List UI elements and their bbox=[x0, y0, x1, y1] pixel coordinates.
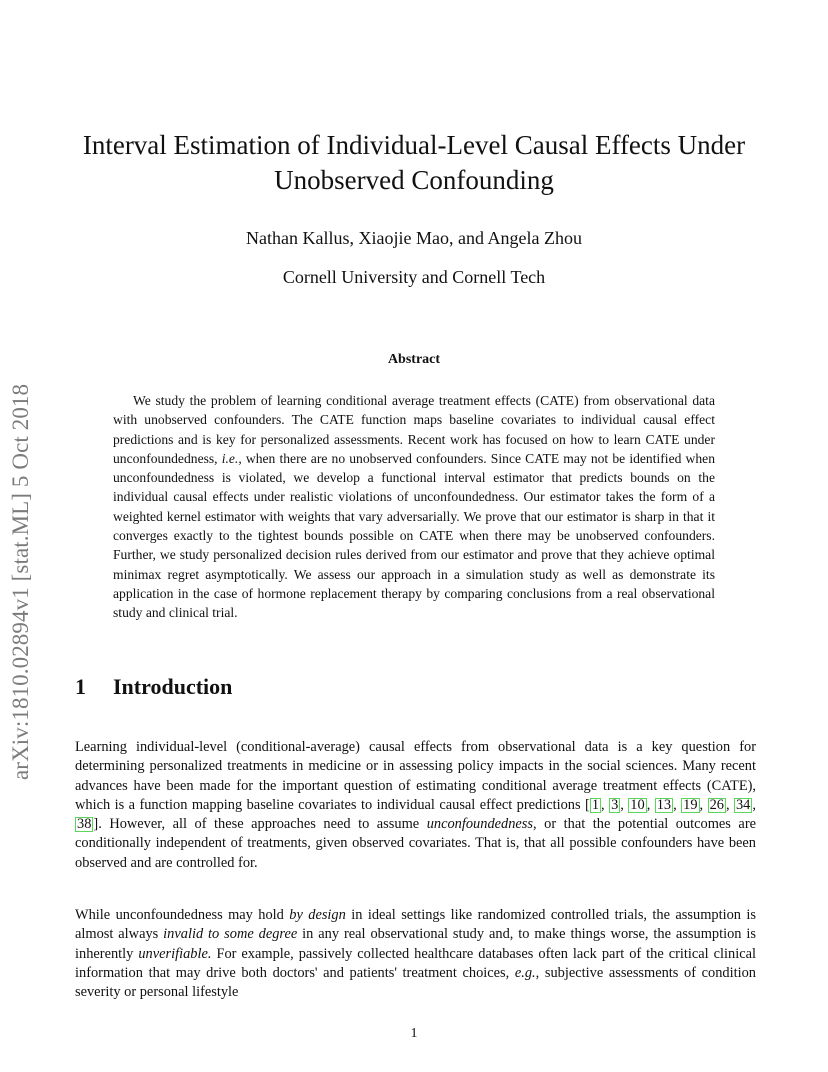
p1-text-3: , or that the potential outcomes are conditionally independent of treatments, given observed covariates. That is, that all possible confounders have been observed and are controlled for. bbox=[75, 816, 756, 871]
citation-link[interactable]: 19 bbox=[683, 796, 698, 813]
citation-link[interactable]: 26 bbox=[709, 796, 724, 813]
arxiv-identifier-stamp: arXiv:1810.02894v1 [stat.ML] 5 Oct 2018 bbox=[8, 383, 33, 780]
citation-link[interactable]: 13 bbox=[656, 796, 672, 813]
section-number: 1 bbox=[75, 674, 86, 699]
section-heading-introduction bbox=[75, 674, 475, 700]
p2-text-5: , subjective assessments of condition severity or personal lifestyle bbox=[75, 964, 756, 1001]
p2-text-2: in ideal settings like randomized controlled trials, the assumption is almost always bbox=[75, 907, 756, 943]
citation-link[interactable]: 1 bbox=[591, 796, 600, 813]
p2-text-1: While unconfoundedness may hold bbox=[75, 907, 290, 923]
citation-link[interactable]: 10 bbox=[630, 796, 645, 813]
citation-link[interactable]: 34 bbox=[735, 796, 751, 813]
paper-title bbox=[60, 128, 768, 198]
p1-text-2: . However, all of these approaches need to assume bbox=[98, 816, 427, 833]
intro-paragraph-2 bbox=[75, 906, 756, 1002]
citation-link[interactable]: 38 bbox=[77, 816, 92, 833]
intro-paragraph-1: Learning individual-level (conditional-average) causal effects from observational data is a key question for determining personalized treatments in medicine or in assessing policy impacts in the social sciences. Many recent advances have been made for the important question of estimating conditional average treatment effects (CATE), which is a function mapping baseline covariates to individual causal effect predictions [ 1 , 3 , 10 , 13 , 19 , 26 , 34 , 38 ]. However, all of these approaches need to assume unconfoundedness, or that the potential outcomes are conditionally independent of treatments, given observed covariates. That is, that all possible confounders have been observed and are controlled for. bbox=[75, 739, 756, 871]
p2-em-unverifiable: unverifiable. bbox=[138, 945, 212, 962]
abstract-text-2: , when there are no unobserved confounders. Since CATE may not be identified when unconfoundedness is violated, we develop a functional interval estimator that predicts bounds on the individual causal effects under realistic violations of unconfoundedness. Our estimator takes the form of a weighted kernel estimator with weights that vary adversarially. We prove that our estimator is sharp in that it converges exactly to the tightest bounds possible on CATE when there may be unobserved confounders. Further, we study personalized decision rules derived from our estimator and prove that they achieve optimal minimax regret asymptotically. We assess our approach in a simulation study as well as demonstrate its application in the case of hormone replacement therapy by comparing conclusions from a real observational study and clinical trial. bbox=[113, 450, 715, 621]
p2-em-eg: e.g. bbox=[514, 964, 536, 981]
p2-text-3: in any real observational study and, to make things worse, the assumption is inherently bbox=[75, 926, 756, 962]
cite-close-bracket: ] bbox=[93, 816, 99, 833]
title-line-2: Unobserved Confounding bbox=[274, 165, 554, 195]
abstract-ie: i.e. bbox=[221, 450, 239, 466]
cite-open-bracket: [ bbox=[585, 796, 590, 813]
affiliation: Cornell University and Cornell Tech bbox=[282, 267, 546, 287]
p2-em-by-design: by design bbox=[289, 907, 346, 923]
section-title: Introduction bbox=[113, 674, 233, 699]
p1-em-unconfoundedness: unconfoundedness bbox=[426, 816, 534, 833]
citation-link[interactable]: 3 bbox=[611, 796, 619, 813]
abstract-body bbox=[113, 391, 715, 623]
page-number: 1 bbox=[410, 1026, 418, 1041]
p2-em-invalid: invalid to some degree bbox=[163, 926, 298, 943]
author-list: Nathan Kallus, Xiaojie Mao, and Angela Zhou bbox=[246, 228, 582, 248]
abstract-text-1: We study the problem of learning conditional average treatment effects (CATE) from observational data with unobserved confounders. The CATE function maps baseline covariates to individual causal effect predictions and is key for personalized assessments. Recent work has focused on how to learn CATE under unconfoundedness, bbox=[113, 393, 715, 466]
abstract-heading: Abstract bbox=[387, 352, 441, 367]
title-line-1: Interval Estimation of Individual-Level Causal Effects Under bbox=[82, 130, 746, 160]
p1-text-1: Learning individual-level (conditional-average) causal effects from observational data is a key question for determining personalized treatments in medicine or in assessing policy impacts in the social sciences. Many recent advances have been made for the important question of estimating conditional average treatment effects (CATE), which is a function mapping baseline covariates to individual causal effect predictions bbox=[75, 739, 756, 813]
p2-text-4: For example, passively collected healthcare databases often lack part of the critical clinical information that may drive both doctors' and patients' treatment choices, bbox=[75, 945, 756, 981]
